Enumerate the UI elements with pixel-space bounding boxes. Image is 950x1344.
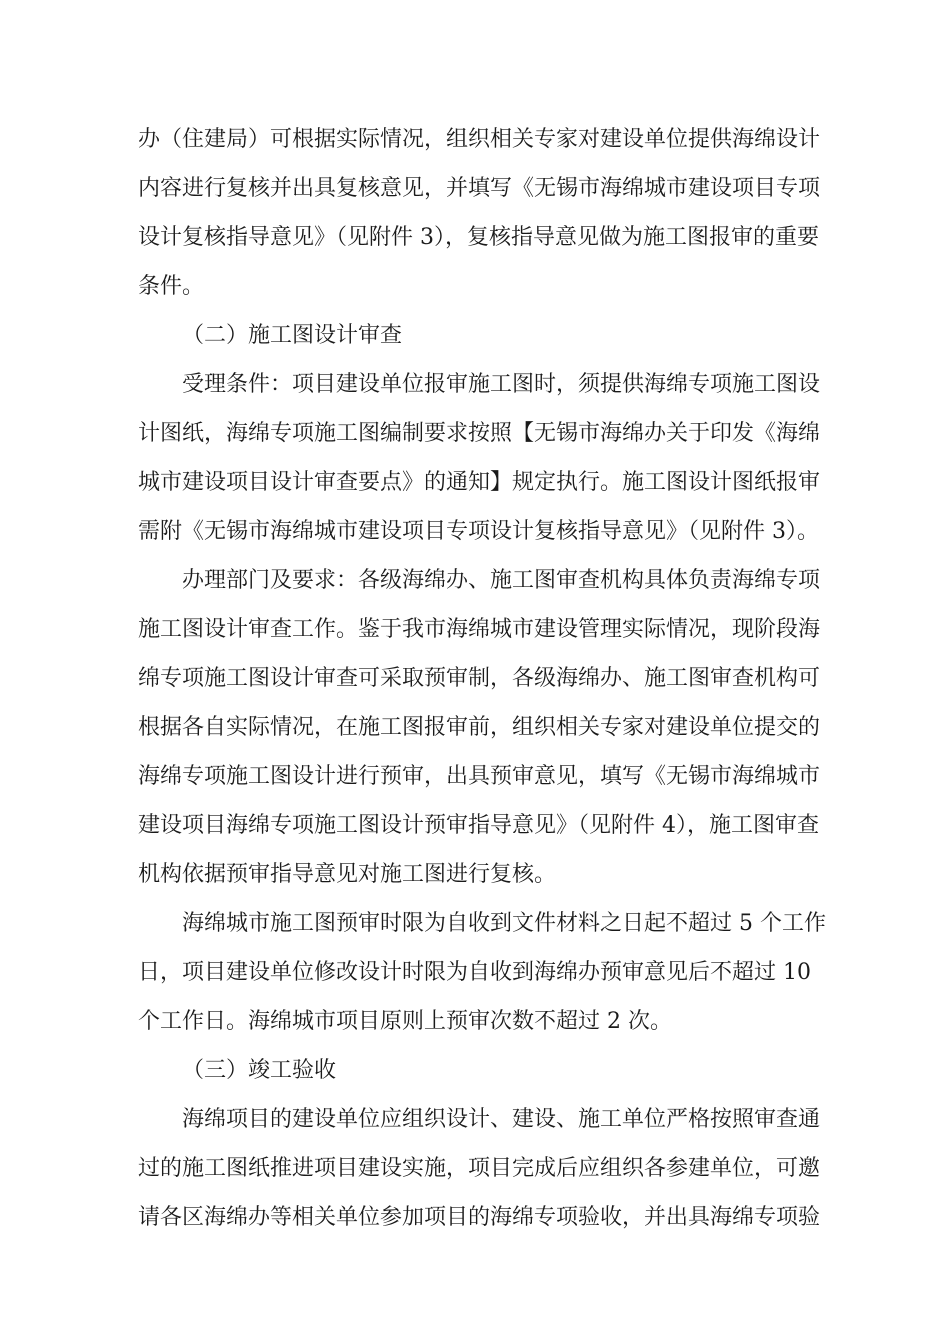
paragraph-line: 需附《无锡市海绵城市建设项目专项设计复核指导意见》（见附件 3）。 xyxy=(138,519,819,544)
paragraph-line: 办理部门及要求：各级海绵办、施工图审查机构具体负责海绵专项 xyxy=(182,568,821,593)
paragraph-line: 机构依据预审指导意见对施工图进行复核。 xyxy=(138,862,557,887)
paragraph-line: 海绵项目的建设单位应组织设计、建设、施工单位严格按照审查通 xyxy=(182,1107,821,1132)
paragraph-line: 绵专项施工图设计审查可采取预审制，各级海绵办、施工图审查机构可 xyxy=(138,666,821,691)
paragraph-line: 受理条件：项目建设单位报审施工图时，须提供海绵专项施工图设 xyxy=(182,372,821,397)
paragraph-line: 请各区海绵办等相关单位参加项目的海绵专项验收，并出具海绵专项验 xyxy=(138,1205,821,1230)
paragraph-line: 根据各自实际情况，在施工图报审前，组织相关专家对建设单位提交的 xyxy=(138,715,821,740)
paragraph-line: 个工作日。海绵城市项目原则上预审次数不超过 2 次。 xyxy=(138,1009,672,1034)
paragraph-line: 施工图设计审查工作。鉴于我市海绵城市建设管理实际情况，现阶段海 xyxy=(138,617,821,642)
paragraph-line: 海绵专项施工图设计进行预审，出具预审意见，填写《无锡市海绵城市 xyxy=(138,764,821,789)
paragraph-line: 海绵城市施工图预审时限为自收到文件材料之日起不超过 5 个工作 xyxy=(182,911,826,936)
paragraph-line: 内容进行复核并出具复核意见，并填写《无锡市海绵城市建设项目专项 xyxy=(138,176,821,201)
paragraph-line: 城市建设项目设计审查要点》的通知】规定执行。施工图设计图纸报审 xyxy=(138,470,821,495)
paragraph-line: 条件。 xyxy=(138,274,205,299)
paragraph-line: 办（住建局）可根据实际情况，组织相关专家对建设单位提供海绵设计 xyxy=(138,127,821,152)
section-heading-completion-acceptance: （三）竣工验收 xyxy=(182,1058,337,1083)
paragraph-line: 计图纸，海绵专项施工图编制要求按照【无锡市海绵办关于印发《海绵 xyxy=(138,421,821,446)
paragraph-line: 建设项目海绵专项施工图设计预审指导意见》（见附件 4），施工图审查 xyxy=(138,813,819,838)
paragraph-line: 过的施工图纸推进项目建设实施，项目完成后应组织各参建单位，可邀 xyxy=(138,1156,821,1181)
section-heading-construction-drawing-review: （二）施工图设计审查 xyxy=(182,323,403,348)
paragraph-line: 日，项目建设单位修改设计时限为自收到海绵办预审意见后不超过 10 xyxy=(138,960,811,985)
paragraph-line: 设计复核指导意见》（见附件 3），复核指导意见做为施工图报审的重要 xyxy=(138,225,819,250)
